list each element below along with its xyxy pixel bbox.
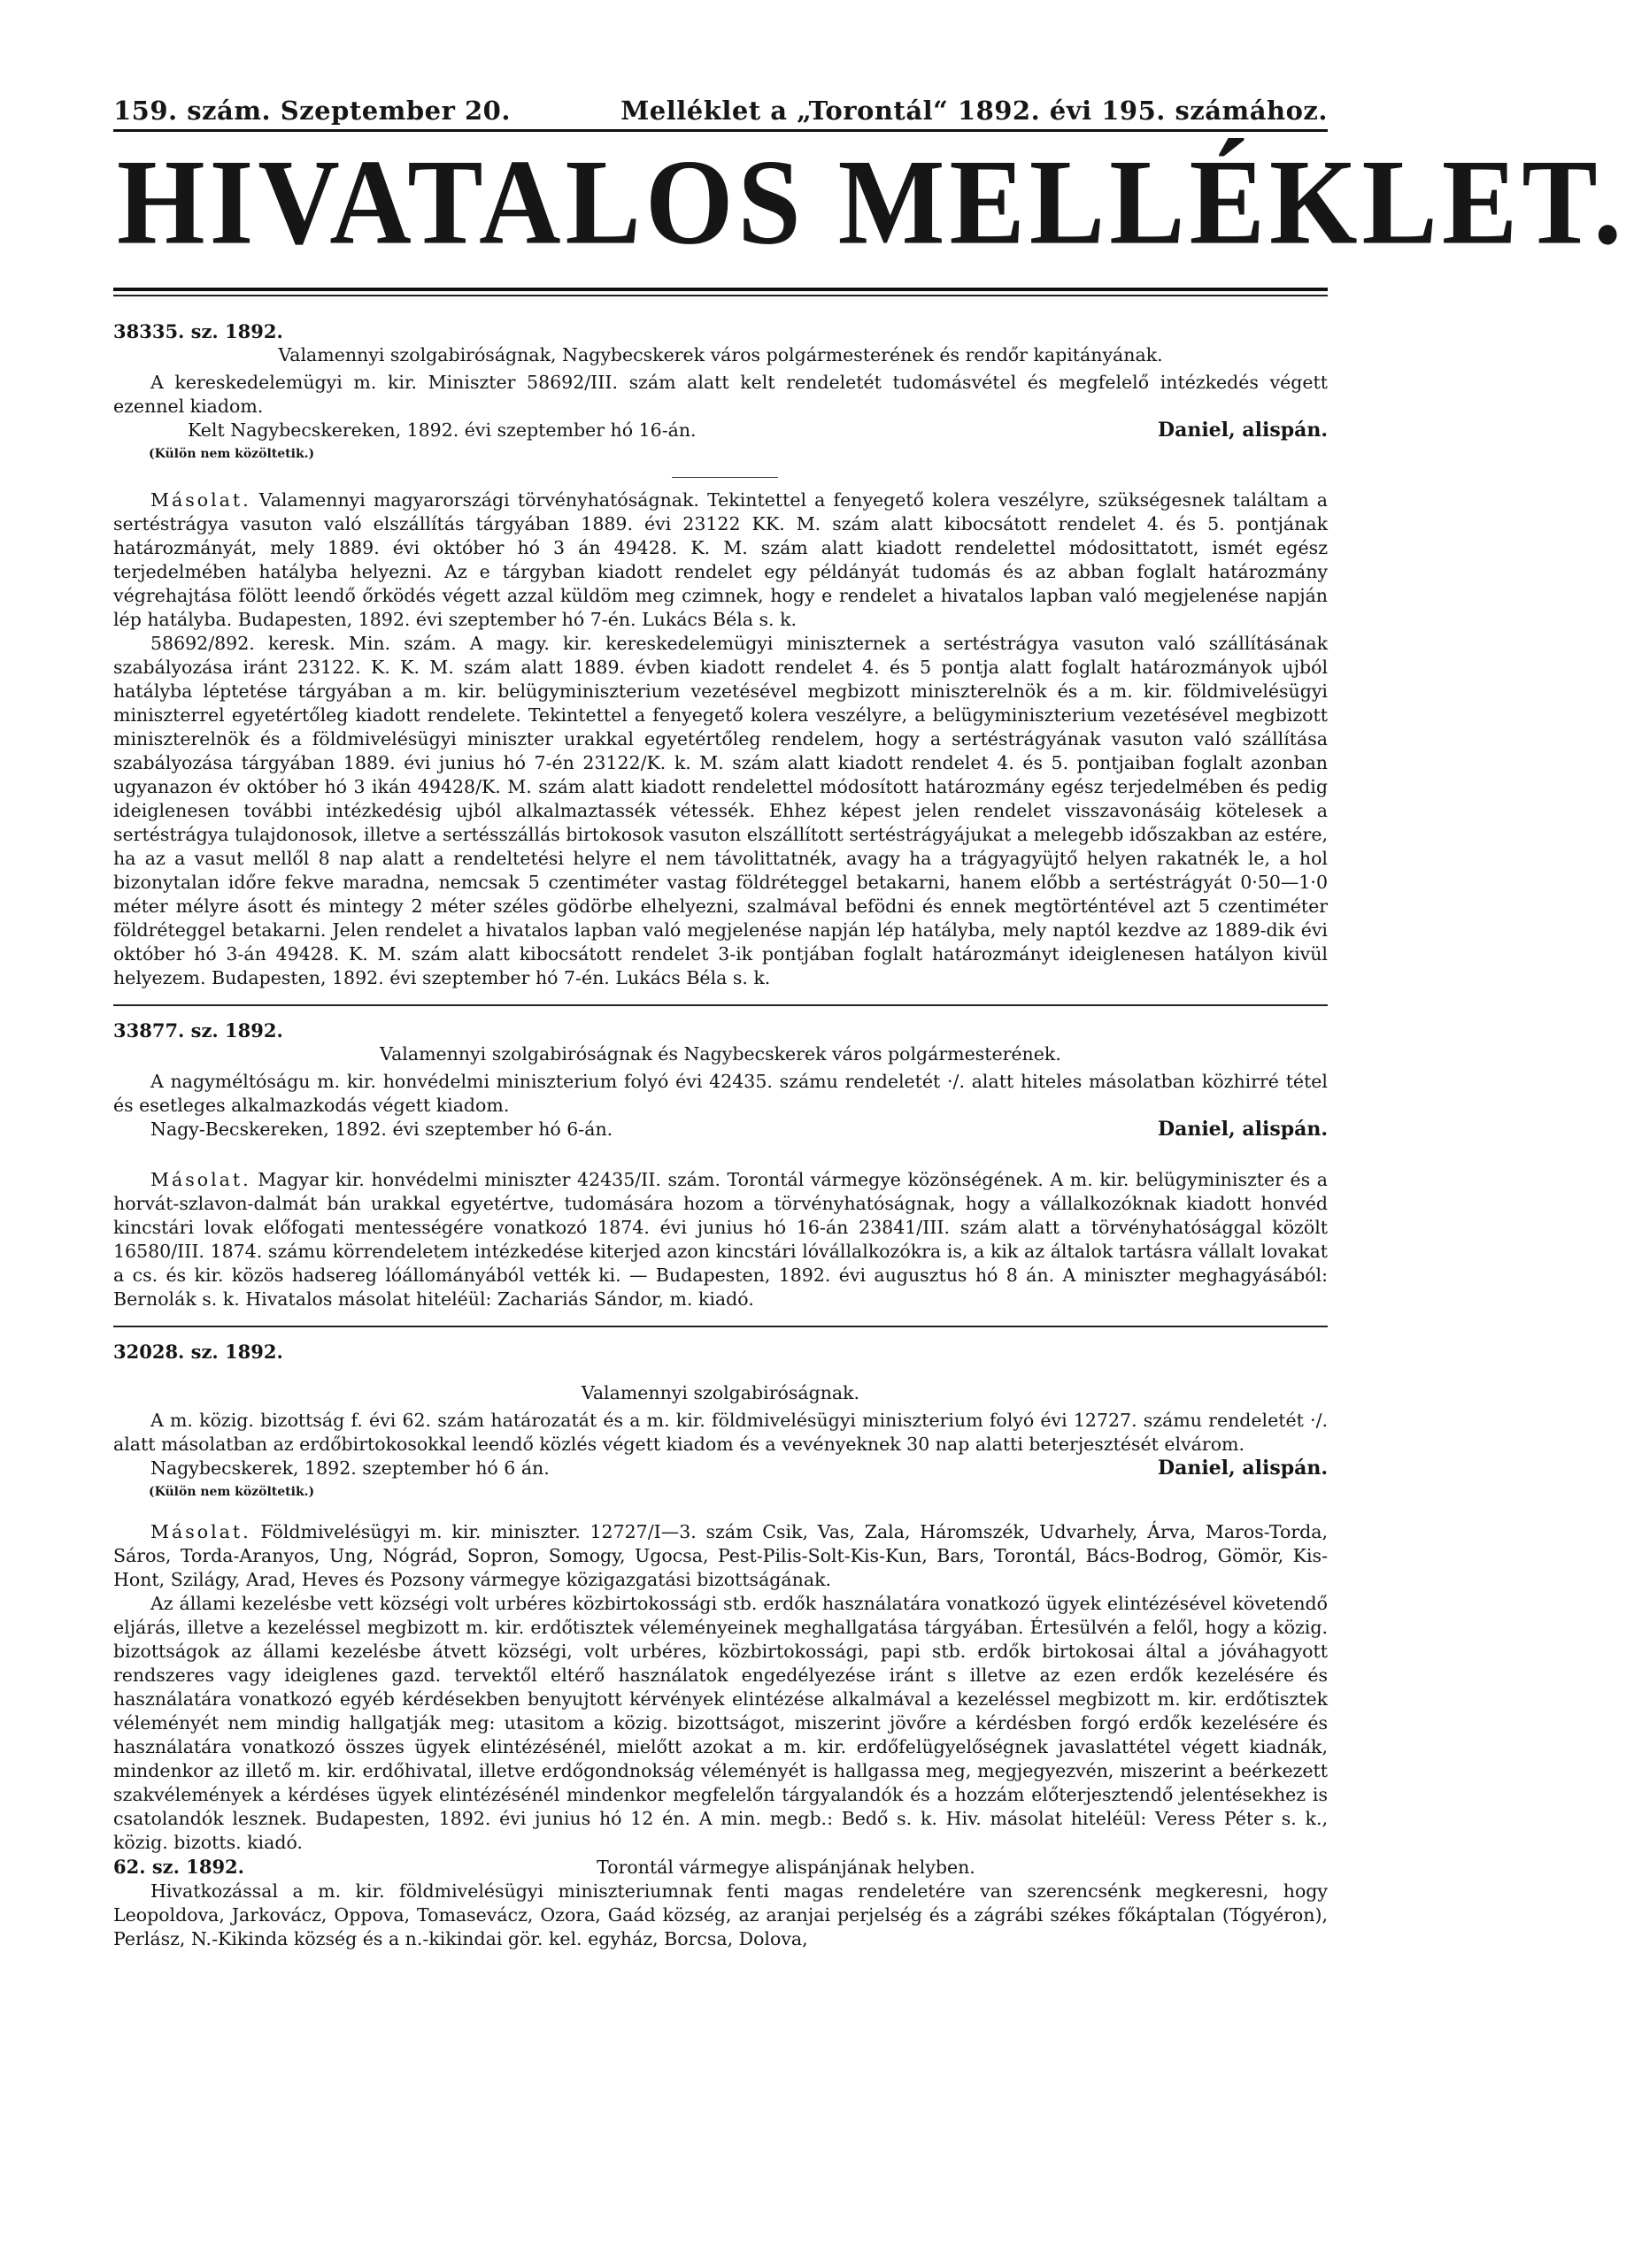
article-33877 xyxy=(113,1019,1328,1311)
spacer xyxy=(113,1364,1328,1381)
copy-paragraph-2: 58692/892. keresk. Min. szám. A magy. kir. kereskedelemügyi miniszternek a sertéstrágya vasuton való szállításának szabályozása iránt 23122. K. K. M. szám alatt 1889. évben kiadott rendelet 4. és 5 pontja alatt foglalt határozmányok ujból hatályba léptetése tárgyában a m. kir. belügyminiszterium vezetésével megbizott miniszterelnök és a m. kir. földmivelésügyi miniszterrel egyetértőleg kiadott rendelete. Tekintettel a fenyegető kolera veszélyre, a belügyminiszterium vezetésével megbizott miniszterelnök és a földmivelésügyi miniszter urakkal egyetértőleg rendelem, hogy a sertéstrágyának vasuton való szállítása szabályozása tárgyában 1889. évi junius hó 7-én 23122/K. k. M. szám alatt kiadott rendelet 4. és 5. pontjaiban foglalt azonban ugyanazon év október hó 3 ikán 49428/K. M. szám alatt kiadott rendelettel módosított határozmány egész terjedelmében és pedig ideiglenesen további intézkedésig ujból alkalmaztassék vétessék. Ehhez képest jelen rendelet visszavonásáig kötelesek a sertéstrágya tulajdonosok, illetve a sertésszállás birtokosok vasuton elszállított sertéstrágyájukat a melegebb időszakban az estére, ha az a vasut mellől 8 nap alatt a rendeltetési helyre el nem távolittatnék, avagy ha a trágyagyüjtő helyen rakatnék le, a hol bizonytalan időre fekve maradna, nemcsak 5 czentiméter vastag földréteggel betakarni, hanem előbb a sertéstrágyát 0·50—1·0 méter mélyre ásott és mintegy 2 méter széles gödörbe elhelyezni, szalmával befödni és ennek megtörténtével azt 5 czentiméter földréteggel betakarni. Jelen rendelet a hivatalos lapban való megjelenése napján lép hatályba, mely naptól kezdve az 1889-dik évi október hó 3-án 49428. K. M. szám alatt kibocsátott rendelet 3-ik pontjában foglalt határozmányt ideiglenesen hatályon kivül helyezem. Budapesten, 1892. évi szeptember hó 7-én. Lukács Béla s. k. xyxy=(113,633,1328,988)
issue-label: 159. szám. Szeptember 20. xyxy=(113,96,511,126)
copy-paragraph xyxy=(113,1520,1328,1592)
supplement-label: Melléklet a „Torontál“ 1892. évi 195. számához. xyxy=(620,96,1328,126)
copy-text: Magyar kir. honvédelmi miniszter 42435/II. szám. Torontál vármegye közönségének. A m. kir. belügyminiszter és a horvát-szlavon-dalmát bán urakkal egyetértve, tudomására hozom a törvényhatóságnak, hogy a vállalkozóknak kiadott honvéd kincstári lovak előfogati mentességére vonatkozó 1874. évi junius hó 16-án 23841/III. szám alatt a törvényhatósággal közölt 16580/III. 1874. számu körrendeletem intézkedése kiterjed azon kincstári lóvállalkozókra is, a kik az általok tartásra vállalt lovakat a cs. és kir. közös hadsereg lóállományából vették ki. — Budapesten, 1892. évi augusztus hó 8 án. A miniszter meghagyásából: Bernolák s. k. Hivatalos másolat hiteléül: Zachariás Sándor, m. kiadó. xyxy=(113,1169,1328,1310)
spacer xyxy=(113,1504,1328,1520)
article-separator xyxy=(113,1326,1328,1327)
copy-paragraph xyxy=(113,1168,1328,1311)
article-signature-line xyxy=(113,419,1328,442)
signature: Daniel, alispán. xyxy=(1157,1457,1328,1480)
article-number: 32028. sz. 1892. xyxy=(113,1341,283,1363)
article-32028 xyxy=(113,1340,1328,1855)
article-body: A kereskedelemügyi m. kir. Miniszter 58692/III. szám alatt kelt rendeletét tudomásvétel és megfelelő intézkedés végett ezennel kiadom. xyxy=(113,372,1328,417)
article-body: A nagyméltóságu m. kir. honvédelmi miniszterium folyó évi 42435. számu rendeletét ·/. alatt hiteles másolatban közhirré tétel és esetleges alkalmazkodás végett kiadom. xyxy=(113,1071,1328,1116)
copy-label: Másolat. xyxy=(150,1521,251,1542)
article-62 xyxy=(113,1855,1328,1951)
masthead-rule xyxy=(113,288,1328,291)
short-divider xyxy=(672,477,778,478)
signature: Daniel, alispán. xyxy=(1157,1118,1328,1141)
article-note: (Külön nem közöltetik.) xyxy=(149,1485,315,1499)
copy-label: Másolat. xyxy=(150,489,251,511)
article-number: 38335. sz. 1892. xyxy=(113,320,283,342)
article-signature-line xyxy=(113,1118,1328,1142)
place-date: Nagybecskerek, 1892. szeptember hó 6 án. xyxy=(150,1457,550,1479)
copy-text: Földmivelésügyi m. kir. miniszter. 12727/I—3. szám Csik, Vas, Zala, Háromszék, Udvarhely, Árva, Maros-Torda, Sáros, Torda-Aranyos, Ung, Nógrád, Sopron, Somogy, Ugocsa, Pest-Pilis-Solt-Kis-Kun, Bars, Torontál, Bács-Bodrog, Gömör, Kis-Hont, Szilágy, Arad, Heves és Pozsony vármegye közigazgatási bizottságának. xyxy=(113,1521,1328,1590)
article-header-line xyxy=(113,1855,1328,1880)
masthead-rule-thin xyxy=(113,295,1328,296)
copy-paragraph xyxy=(113,488,1328,632)
spacer xyxy=(113,1142,1328,1168)
article-signature-line xyxy=(113,1457,1328,1480)
top-line xyxy=(113,96,1328,132)
copy-text: Valamennyi magyarországi törvényhatóságnak. Tekintettel a fenyegető kolera veszélyre, szükségesnek találtam a sertéstrágya vasuton való elszállítás tárgyában 1889. évi 23122 KK. M. szám alatt kibocsátott rendelet 4. és 5. pontjának határozmányát, mely 1889. évi október hó 3 án 49428. K. M. szám alatt kiadott rendelettel módosittatott, ismét egész terjedelmében hatályba helyezni. Az e tárgyban kiadott rendelet egy példányát tudomás és az abban foglalt határozmány végrehajtása fölött leendő őrködés végett azzal küldöm meg czimnek, hogy e rendelet a hivatalos lapban való megjelenése napján lép hatályba. Budapesten, 1892. évi szeptember hó 7-én. Lukács Béla s. k. xyxy=(113,489,1328,630)
masthead-title: HIVATALOS MELLÉKLET. xyxy=(117,134,1626,270)
signature: Daniel, alispán. xyxy=(1157,419,1328,442)
article-number: 33877. sz. 1892. xyxy=(113,1019,283,1042)
article-address: Valamennyi szolgabiróságnak és Nagybecskerek város polgármesterének. xyxy=(380,1043,1061,1065)
copy-label: Másolat. xyxy=(150,1169,251,1190)
article-address: Valamennyi szolgabiróságnak. xyxy=(581,1382,860,1403)
article-address: Valamennyi szolgabiróságnak, Nagybecskerek város polgármesterének és rendőr kapitányának. xyxy=(278,344,1163,365)
article-number: 62. sz. 1892. xyxy=(113,1856,244,1878)
article-address: Torontál vármegye alispánjának helyben. xyxy=(597,1857,975,1878)
article-body: A m. közig. bizottság f. évi 62. szám határozatát és a m. kir. földmivelésügyi miniszterium folyó évi 12727. számu rendeletét ·/. alatt másolatban az erdőbirtokosokkal leendő közlés végett kiadom és a vevényeknek 30 nap alatti beterjesztését elvárom. xyxy=(113,1410,1328,1455)
article-38335 xyxy=(113,319,1328,990)
copy-paragraph-2: Az állami kezelésbe vett községi volt urbéres közbirtokossági stb. erdők használatára vonatkozó ügyek elintézésével követendő eljárás, illetve a kezeléssel megbizott m. kir. erdőtisztek véleményeinek meghallgatása tárgyában. Értesülvén a felől, hogy a közig. bizottságok az állami kezelésbe átvett községi, volt urbéres, közbirtokossági, papi stb. erdők birtokosai által a jóváhagyott rendszeres vagy ideiglenes gazd. tervektől eltérő használatok engedélyezése iránt s illetve az ezen erdők kezelésére és használatára vonatkozó egyéb kérdésekben benyujtott kérvények elintézése alkalmával a kezeléssel megbizott m. kir. erdőtisztek véleményét nem mindig hallgatják meg: utasitom a közig. bizottságot, miszerint jövőre a kérdésben forgó erdők kezelésére és használatára vonatkozó összes ügyek elintézésénél, mielőtt azokat a m. kir. erdőfelügyelőségnek javaslattétel végett kiadnák, mindenkor az illető m. kir. erdőhivatal, illetve erdőgondnokság véleményét is hallgassa meg, megjegyezvén, miszerint a beérkezett szakvélemények a kérdéses ügyek elintézésénél mindenkor megfelelőn tárgyalandók és a hozzám előterjesztendő jelentésekhez is csatolandók lesznek. Budapesten, 1892. évi junius hó 12 én. A min. megb.: Bedő s. k. Hiv. másolat hiteléül: Veress Péter s. k., közig. bizotts. kiadó. xyxy=(113,1593,1328,1853)
article-note: (Külön nem közöltetik.) xyxy=(149,447,315,461)
article-separator xyxy=(113,1004,1328,1006)
place-date: Kelt Nagybecskereken, 1892. évi szeptember hó 16-án. xyxy=(188,419,697,441)
article-body: Hivatkozással a m. kir. földmivelésügyi miniszteriumnak fenti magas rendeletére van szerencsénk megkeresni, hogy Leopoldova, Jarkovácz, Oppova, Tomasevácz, Ozora, Gaád község, az aranjai perjelség és a zágrábi székes főkáptalan (Tógyéron), Perlász, N.-Kikinda község és a n.-kikindai gör. kel. egyház, Borcsa, Dolova, xyxy=(113,1880,1328,1949)
place-date: Nagy-Becskereken, 1892. évi szeptember hó 6-án. xyxy=(150,1119,613,1140)
